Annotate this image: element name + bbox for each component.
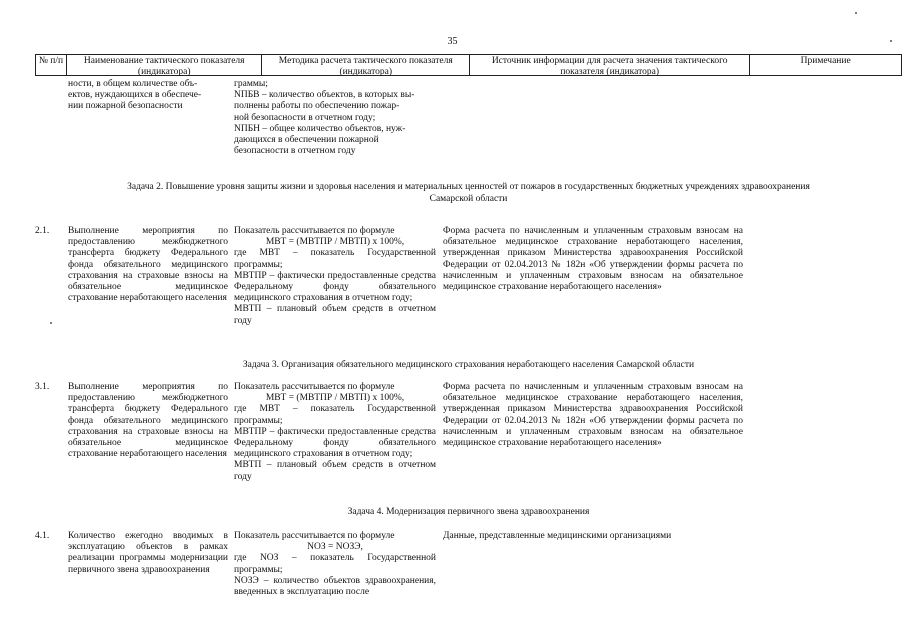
cont-name-line: нии пожарной безопасности bbox=[68, 101, 183, 112]
row-4-1-method bbox=[234, 531, 436, 598]
task-4-heading: Задача 4. Модернизация первичного звена здравоохранения bbox=[347, 507, 590, 517]
method-line: NОЗЭ – количество объектов здравоохранения, введенных в эксплуатацию после bbox=[234, 575, 436, 598]
method-intro: Показатель рассчитывается по формуле bbox=[234, 531, 395, 541]
row-3-1-source: Форма расчета по начисленным и уплаченным страховым взносам на обязательное медицинское страхование неработающего населения, утвержденная приказом Министерства здравоохранения Российской Федерации от 02.04.2013 № 182н «Об утверждении формы расчета по начисленным и уплаченным страховым взносам на обязательное медицинское страхование неработающего населения» bbox=[443, 382, 743, 449]
task-3-heading: Задача 3. Организация обязательного медицинского страхования неработающего населения Самарской области bbox=[242, 360, 695, 370]
row-3-1-name: Выполнение мероприятия по предоставлению межбюджетного трансферта бюджету Федерального фонда обязательного медицинского страхования на страховые взносы на обязательное медицинское страхование неработающего населения bbox=[68, 382, 228, 460]
cont-method-line: ной безопасности в отчетном году; bbox=[234, 112, 376, 123]
row-2-1-source: Форма расчета по начисленным и уплаченным страховым взносам на обязательное медицинское страхование неработающего населения, утвержденная приказом Министерства здравоохранения Российской Федерации от 02.04.2013 № 182н «Об утверждении формы расчета по начисленным и уплаченным страховым взносам на обязательное медицинское страхование неработающего населения» bbox=[443, 226, 743, 293]
row-2-1-method bbox=[234, 226, 436, 327]
row-4-1-name: Количество ежегодно вводимых в эксплуатацию объектов в рамках реализации программы модернизации первичного звена здравоохранения bbox=[68, 531, 228, 575]
method-formula: МВТ = (МВТПР / МВТП) x 100%, bbox=[265, 237, 405, 248]
row-number: 2.1. bbox=[35, 226, 50, 236]
table-header bbox=[35, 54, 902, 76]
method-formula: NОЗ = NОЗЭ, bbox=[307, 542, 363, 553]
method-line: МВТПР – фактически предоставленные средства Федеральному фонду обязательного медицинского страхования в отчетном году; bbox=[234, 426, 436, 460]
header-col-name: Наименование тактического показателя (индикатора) bbox=[67, 55, 263, 75]
cont-method-line: граммы; bbox=[234, 79, 268, 89]
header-col-note: Примечание bbox=[800, 56, 851, 66]
method-intro: Показатель рассчитывается по формуле bbox=[234, 226, 395, 236]
method-line: МВТПР – фактически предоставленные средства Федеральному фонду обязательного медицинского страхования в отчетном году; bbox=[234, 270, 436, 304]
cont-method-cell bbox=[234, 79, 436, 157]
row-number: 3.1. bbox=[35, 382, 50, 392]
method-line: где NОЗ – показатель Государственной программы; bbox=[234, 553, 436, 575]
cont-name-line: ности, в общем количестве объ- bbox=[68, 79, 198, 89]
scan-speck bbox=[855, 12, 857, 14]
row-3-1-method bbox=[234, 382, 436, 483]
cont-name-cell bbox=[68, 79, 228, 113]
header-col-number: № п/п bbox=[36, 55, 67, 75]
header-col-source: Источник информации для расчета значения тактического показателя (индикатора) bbox=[470, 55, 750, 75]
cont-method-line: дающихся в обеспечении пожарной bbox=[234, 135, 379, 146]
method-line: МВТП – плановый объем средств в отчетном году bbox=[234, 304, 436, 326]
method-line: где МВТ – показатель Государственной программы; bbox=[234, 248, 436, 270]
method-formula: МВТ = (МВТПР / МВТП) x 100%, bbox=[265, 393, 405, 404]
method-intro: Показатель рассчитывается по формуле bbox=[234, 382, 395, 392]
cont-method-line: безопасности в отчетном году bbox=[234, 146, 356, 157]
method-line: МВТП – плановый объем средств в отчетном году bbox=[234, 460, 436, 482]
row-4-1-source: Данные, представленные медицинскими организациями bbox=[443, 531, 672, 541]
cont-method-line: NПБН – общее количество объектов, нуж- bbox=[234, 123, 406, 134]
row-2-1-name: Выполнение мероприятия по предоставлению межбюджетного трансферта бюджету Федерального фонда обязательного медицинского страхования на страховые взносы на обязательное медицинское страхование неработающего населения bbox=[68, 226, 228, 304]
page-number: 35 bbox=[447, 36, 458, 47]
task-2-heading: Задача 2. Повышение уровня защиты жизни и здоровья населения и материальных ценностей от пожаров в государственных бюджетных учреждениях здравоохранения Самарской области bbox=[127, 182, 810, 204]
row-number: 4.1. bbox=[35, 531, 50, 541]
cont-method-line: полнены работы по обеспечению пожар- bbox=[234, 101, 400, 112]
cont-method-line: NПБВ – количество объектов, в которых вы- bbox=[234, 90, 415, 101]
scan-speck bbox=[50, 322, 52, 324]
scan-speck bbox=[890, 40, 892, 42]
header-col-method: Методика расчета тактического показателя (индикатора) bbox=[262, 55, 470, 75]
method-line: где МВТ – показатель Государственной программы; bbox=[234, 404, 436, 426]
cont-name-line: ектов, нуждающихся в обеспече- bbox=[68, 90, 202, 101]
